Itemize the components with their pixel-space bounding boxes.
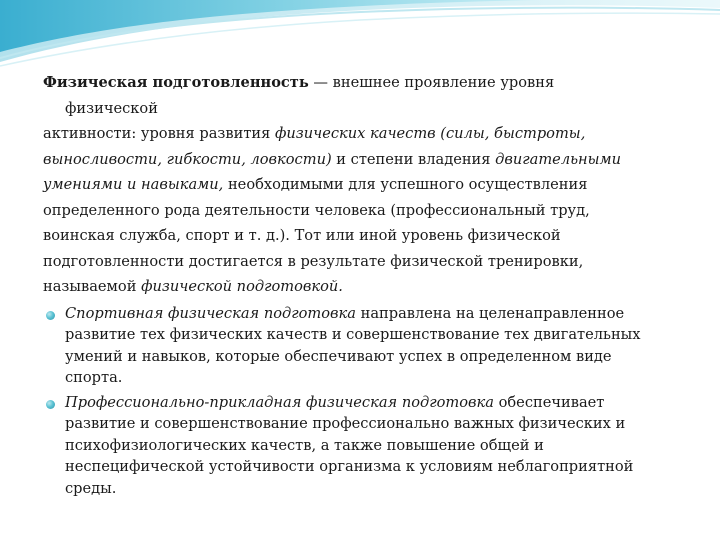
bullet-item-professional-training: Профессионально-прикладная физическая подготовка обеспечивает развитие и совершенствование профессионально важных физических и психофизиологических качеств, а также повышение общей и неспецифической устойчивости организма к условиям неблагоприятной среды. bbox=[43, 392, 683, 500]
paragraph-line-2: физической bbox=[65, 99, 158, 117]
paragraph-line-7: воинская служба, спорт и т. д.). Тот или иной уровень физической bbox=[43, 227, 561, 244]
paragraph-line-6: определенного рода деятельности человека (профессиональный труд, bbox=[43, 201, 590, 219]
paragraph-line-3: активности: уровня развития физических качеств (силы, быстроты, bbox=[43, 125, 586, 142]
bullet-dot-icon bbox=[46, 311, 55, 320]
header-wave-decoration bbox=[0, 0, 720, 80]
main-text bbox=[43, 70, 683, 499]
paragraph-line-5: умениями и навыками, необходимыми для успешного осуществления bbox=[43, 176, 588, 193]
term-heading: Физическая подготовленность bbox=[43, 74, 309, 91]
paragraph-line-1: Физическая подготовленность — внешнее проявление уровня bbox=[43, 74, 555, 91]
paragraph-line-4: выносливости, гибкости, ловкости) и степени владения двигательными bbox=[43, 150, 622, 168]
bullet-item-sports-training: Спортивная физическая подготовка направлена на целенаправленное развитие тех физических качеств и совершенствование тех двигательных умений и навыков, которые обеспечивают успех в определенном виде спорта. bbox=[43, 303, 683, 389]
bullet-dot-icon bbox=[46, 400, 55, 409]
paragraph-line-8: подготовленности достигается в результате физической тренировки, bbox=[43, 252, 584, 270]
paragraph-line-9: называемой физической подготовкой. bbox=[43, 278, 343, 295]
